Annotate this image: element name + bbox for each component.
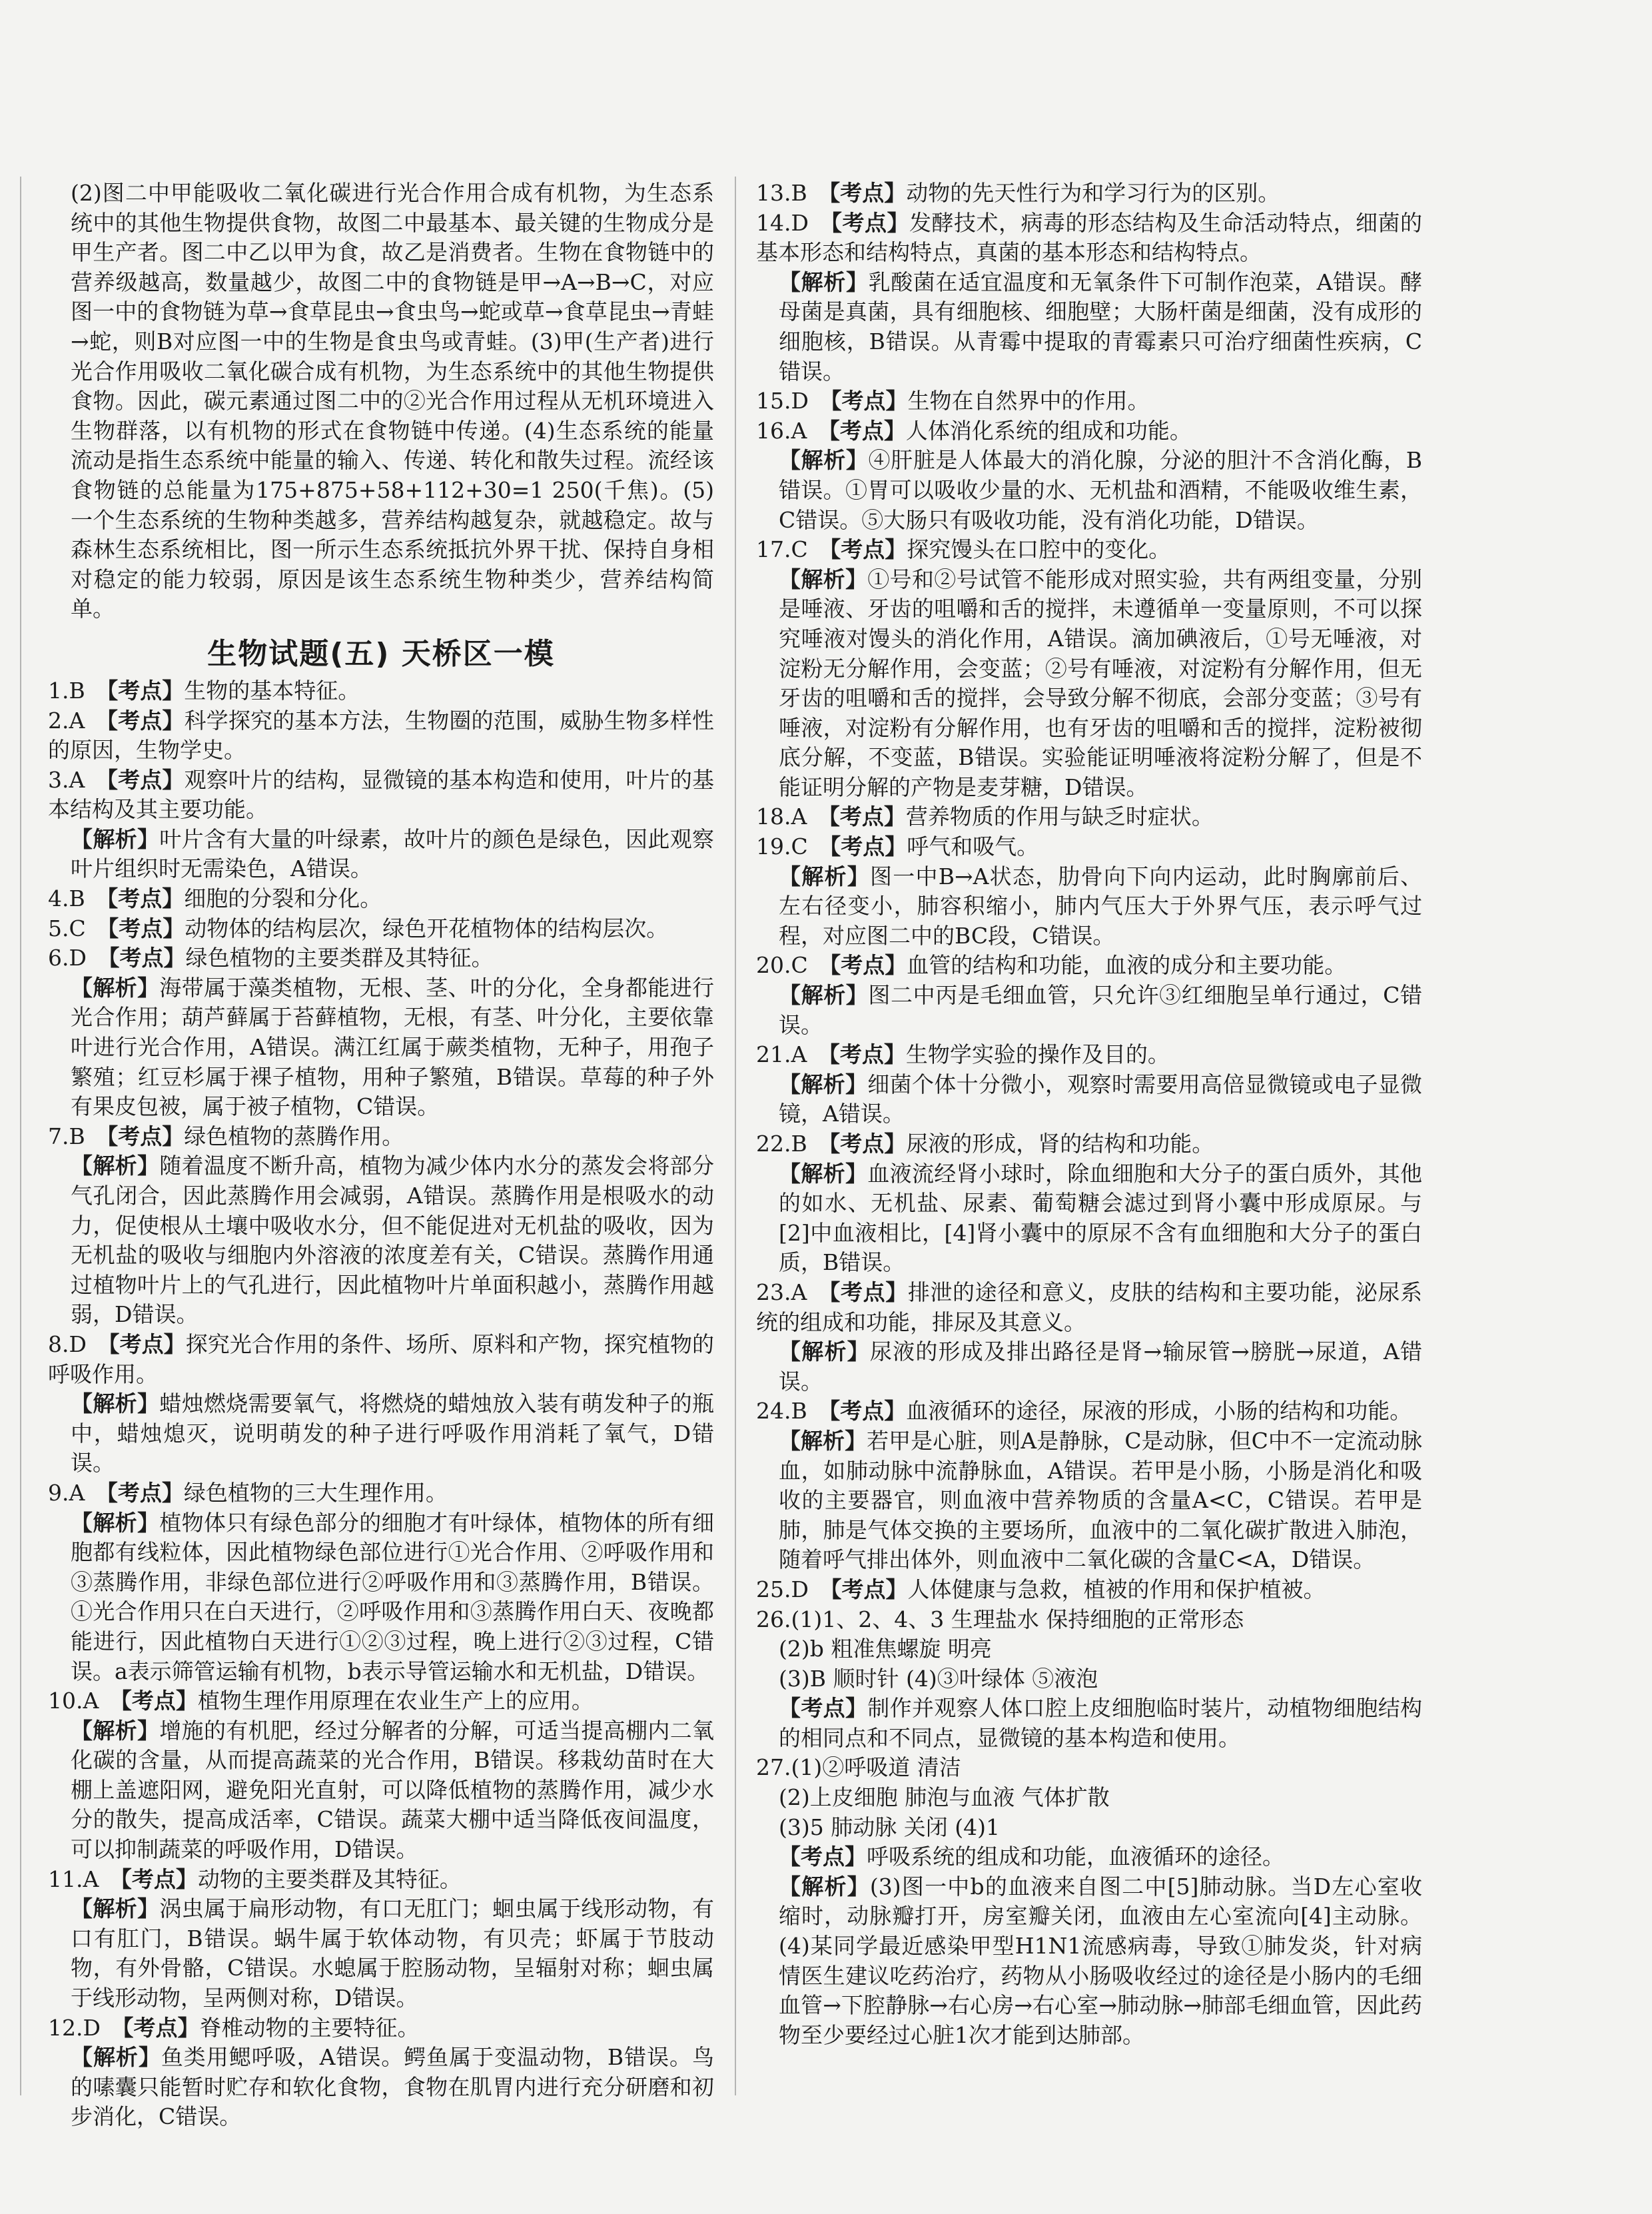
analysis-item <box>48 825 714 884</box>
item-text: 发酵技术，病毒的形态结构及生命活动特点，细菌的基本形态和结构特点，真菌的基本形态和结构特点。 <box>756 209 1423 266</box>
answer-item <box>756 1129 1422 1159</box>
kaodian-tag: 【考点】 <box>817 1279 908 1305</box>
answer-item <box>48 884 714 914</box>
jiexi-tag: 【解析】 <box>779 982 869 1009</box>
jiexi-text: (3)图一中b的血液来自图二中[5]肺动脉。当D左心室收缩时，动脉瓣打开，房室瓣关闭，血液由左心室流向[4]主动脉。(4)某同学最近感染甲型H1N1流感病毒，导致①肺发炎，针对病情医生建议吃药治疗，药物从小肠吸收经过的途径是小肠内的毛细血管→下腔静脉→右心房→右心室→肺动脉→肺部毛细血管，因此药物至少要经过心脏1次才能到达肺部。 <box>779 1873 1423 2048</box>
q27-line: (2)上皮细胞 肺泡与血液 气体扩散 <box>779 1784 1110 1811</box>
jiexi-tag: 【解析】 <box>71 1896 160 1922</box>
item-text: 科学探究的基本方法，生物圈的范围，威胁生物多样性的原因，生物学史。 <box>48 707 715 764</box>
item-number: 15.D <box>756 388 809 414</box>
item-number: 6.D <box>48 945 87 971</box>
kaodian-tag: 【考点】 <box>111 2014 200 2041</box>
jiexi-tag: 【解析】 <box>71 826 160 852</box>
item-text: 血管的结构和功能，血液的成分和主要功能。 <box>907 952 1347 979</box>
item-text: 观察叶片的结构，显微镜的基本构造和使用，叶片的基本结构及其主要功能。 <box>48 766 715 823</box>
analysis-item <box>756 862 1422 951</box>
right-column <box>756 179 1422 2050</box>
kaodian-tag: 【考点】 <box>95 1479 184 1506</box>
analysis-item <box>48 1151 714 1330</box>
item-text: 图二中丙是毛细血管，只允许③红细胞呈单行通过，C错误。 <box>779 982 1423 1038</box>
kaodian-tag: 【考点】 <box>95 707 185 734</box>
item-number: 9.A <box>48 1479 85 1506</box>
item-text: 尿液的形成，肾的结构和功能。 <box>906 1131 1214 1157</box>
jiexi-tag: 【解析】 <box>779 1160 868 1187</box>
jiexi-tag: 【解析】 <box>779 1071 868 1097</box>
item-text: 生物的基本特征。 <box>184 677 360 704</box>
kaodian-tag: 【考点】 <box>96 677 185 704</box>
answer-item <box>756 1040 1422 1070</box>
analysis-item <box>756 268 1422 386</box>
jiexi-tag: 【解析】 <box>779 1873 870 1900</box>
item-number: 10.A <box>48 1688 99 1714</box>
kaodian-tag: 【考点】 <box>819 388 908 414</box>
item-text: 探究光合作用的条件、场所、原料和产物，探究植物的呼吸作用。 <box>48 1331 715 1387</box>
center-gutter-rule <box>735 177 736 2095</box>
item-number: 13.B <box>756 180 807 206</box>
item-number: 20.C <box>756 952 808 979</box>
item-number: 1.B <box>48 677 85 704</box>
item-text: 若甲是心脏，则A是静脉，C是动脉，但C中不一定流动脉血，如肺动脉中流静脉血，A错误。若甲是小肠，小肠是消化和吸收的主要器官，则血液中营养物质的含量A<C，C错误。若甲是肺，肺是气体交换的主要场所，血液中的二氧化碳扩散进入肺泡，随着呼气排出体外，则血液中二氧化碳的含量C<A，D错误。 <box>779 1427 1422 1573</box>
kaodian-tag: 【考点】 <box>96 885 185 912</box>
answer-item <box>756 416 1422 446</box>
item-number: 17.C <box>756 536 808 563</box>
kaodian-tag: 【考点】 <box>819 209 909 236</box>
item-number: 7.B <box>48 1123 85 1149</box>
item-number: 3.A <box>48 766 85 793</box>
item-text: 植物体只有绿色部分的细胞才有叶绿体，植物体的所有细胞都有线粒体，因此植物绿色部位进行①光合作用、②呼吸作用和③蒸腾作用，非绿色部位进行②呼吸作用和③蒸腾作用，B错误。①光合作用只在白天进行，②呼吸作用和③蒸腾作用白天、夜晚都能进行，因此植物白天进行①②③过程，晚上进行②③过程，C错误。a表示筛管运输有机物，b表示导管运输水和无机盐，D错误。 <box>71 1509 715 1684</box>
intro-paragraph: (2)图二中甲能吸收二氧化碳进行光合作用合成有机物，为生态系统中的其他生物提供食物，故图二中最基本、最关键的生物成分是甲生产者。图二中乙以甲为食，故乙是消费者。生物在食物链中的营养级越高，数量越少，故图二中的食物链是甲→A→B→C，对应图一中的食物链为草→食草昆虫→食虫鸟→蛇或草→食草昆虫→青蛙→蛇，则B对应图一中的生物是食虫鸟或青蛙。(3)甲(生产者)进行光合作用吸收二氧化碳合成有机物，为生态系统中的其他生物提供食物。因此，碳元素通过图二中的②光合作用过程从无机环境进入生物群落，以有机物的形式在食物链中传递。(4)生态系统的能量流动是指生态系统中能量的输入、传递、转化和散失过程。流经该食物链的总能量为175+875+58+112+30=1 250(千焦)。(5)一个生态系统的生物种类越多，营养结构越复杂，就越稳定。故与森林生态系统相比，图一所示生态系统抵抗外界干扰、保持自身相对稳定的能力较弱，原因是该生态系统生物种类少，营养结构简单。 <box>71 180 714 622</box>
kaodian-tag: 【考点】 <box>817 1041 906 1068</box>
analysis-item <box>756 446 1422 535</box>
kaodian-tag: 【考点】 <box>95 766 185 793</box>
kaodian-tag: 【考点】 <box>818 1131 907 1157</box>
item-text: ①号和②号试管不能形成对照实验，共有两组变量，分别是唾液、牙齿的咀嚼和舌的搅拌，未遵循单一变量原则，不可以探究唾液对馒头的消化作用，A错误。滴加碘液后，①号无唾液，对淀粉无分解作用，会变蓝；②号有唾液，对淀粉有分解作用，但无牙齿的咀嚼和舌的搅拌，会导致分解不彻底，会部分变蓝；③号有唾液，对淀粉有分解作用，也有牙齿的咀嚼和舌的搅拌，淀粉被彻底分解，不变蓝，B错误。实验能证明唾液将淀粉分解了，但是不能证明分解的产物是麦芽糖，D错误。 <box>779 566 1423 800</box>
jiexi-tag: 【解析】 <box>779 447 869 474</box>
analysis-item <box>756 1337 1422 1396</box>
item-number: 22.B <box>756 1131 807 1157</box>
kaodian-text: 呼吸系统的组成和功能，血液循环的途径。 <box>867 1844 1284 1870</box>
q27-line: (3)5 肺动脉 关闭 (4)1 <box>779 1814 1000 1840</box>
jiexi-tag: 【解析】 <box>71 1509 160 1536</box>
item-number: 5.C <box>48 915 86 941</box>
item-text: 动物体的结构层次，绿色开花植物体的结构层次。 <box>185 915 669 941</box>
jiexi-tag: 【解析】 <box>71 1717 160 1744</box>
analysis-item <box>48 1389 714 1478</box>
analysis-item <box>48 973 714 1122</box>
q26-line: (3)B 顺时针 (4)③叶绿体 ⑤液泡 <box>779 1665 1098 1692</box>
analysis-item <box>756 1426 1422 1575</box>
q27-line: 27.(1)②呼吸道 清洁 <box>756 1754 961 1781</box>
kaodian-tag: 【考点】 <box>817 804 906 830</box>
item-number: 16.A <box>756 417 807 444</box>
item-number: 23.A <box>756 1279 807 1305</box>
q27-kaodian <box>756 1842 1422 1872</box>
item-text: 呼气和吸气。 <box>907 833 1039 860</box>
item-number: 12.D <box>48 2014 101 2041</box>
kaodian-tag: 【考点】 <box>817 417 906 444</box>
jiexi-tag: 【解析】 <box>71 2044 161 2071</box>
item-text: 随着温度不断升高，植物为减少体内水分的蒸发会将部分气孔闭合，因此蒸腾作用会减弱，A错误。蒸腾作用是根吸水的动力，促使根从土壤中吸收水分，但不能促进对无机盐的吸收，因为无机盐的吸收与细胞内外溶液的浓度差有关，C错误。蒸腾作用通过植物叶片上的气孔进行，因此植物叶片单面积越小，蒸腾作用越弱，D错误。 <box>71 1153 715 1328</box>
item-text: 细胞的分裂和分化。 <box>184 885 382 912</box>
answer-item <box>48 1478 714 1508</box>
jiexi-tag: 【解析】 <box>71 1390 160 1417</box>
item-text: 蜡烛燃烧需要氧气，将燃烧的蜡烛放入装有萌发种子的瓶中，蜡烛熄灭，说明萌发的种子进行呼吸作用消耗了氧气，D错误。 <box>71 1390 715 1476</box>
answer-item <box>756 1396 1422 1426</box>
jiexi-tag: 【解析】 <box>779 1427 867 1454</box>
item-number: 4.B <box>48 885 85 912</box>
kaodian-tag: 【考点】 <box>109 1688 198 1714</box>
item-text: 绿色植物的主要类群及其特征。 <box>185 945 494 971</box>
item-text: 脊椎动物的主要特征。 <box>199 2014 420 2041</box>
item-text: 增施的有机肥，经过分解者的分解，可适当提高棚内二氧化碳的含量，从而提高蔬菜的光合作用，B错误。移栽幼苗时在大棚上盖遮阳网，避免阳光直射，可以降低植物的蒸腾作用，减少水分的散失，提高成活率，C错误。蔬菜大棚中适当降低夜间温度，可以抑制蔬菜的呼吸作用，D错误。 <box>71 1717 715 1863</box>
kaodian-tag: 【考点】 <box>819 833 907 860</box>
item-text: 营养物质的作用与缺乏时症状。 <box>905 804 1214 830</box>
left-column <box>48 179 714 2132</box>
item-text: 鱼类用鳃呼吸，A错误。鳄鱼属于变温动物，B错误。鸟的嗉囊只能暂时贮存和软化食物，食物在肌胃内进行充分研磨和初步消化，C错误。 <box>71 2044 714 2130</box>
jiexi-tag: 【解析】 <box>779 1339 870 1365</box>
answer-item <box>48 676 714 706</box>
item-text: 绿色植物的蒸腾作用。 <box>184 1123 404 1149</box>
answer-item <box>48 1865 714 1895</box>
answer-item <box>48 914 714 944</box>
analysis-item <box>756 981 1422 1040</box>
item-text: 血液循环的途径，尿液的形成，小肠的结构和功能。 <box>906 1398 1412 1424</box>
answer-item <box>756 832 1422 862</box>
item-number: 21.A <box>756 1041 807 1068</box>
jiexi-tag: 【解析】 <box>71 974 160 1001</box>
item-number: 25.D <box>756 1576 809 1602</box>
jiexi-tag: 【解析】 <box>779 863 870 889</box>
kaodian-tag: 【考点】 <box>819 1576 908 1602</box>
answer-item <box>48 943 714 973</box>
answer-item <box>756 179 1422 209</box>
section-title: 生物试题(五) 天桥区一模 <box>207 636 555 671</box>
left-margin-rule <box>20 177 21 2095</box>
jiexi-tag: 【解析】 <box>779 566 868 592</box>
q26-line: (2)b 粗准焦螺旋 明亮 <box>779 1636 992 1662</box>
item-text: 尿液的形成及排出路径是肾→输尿管→膀胱→尿道，A错误。 <box>779 1339 1422 1394</box>
kaodian-tag: 【考点】 <box>779 1695 868 1722</box>
item-text: 叶片含有大量的叶绿素，故叶片的颜色是绿色，因此观察叶片组织时无需染色，A错误。 <box>71 826 715 882</box>
item-text: 乳酸菌在适宜温度和无氧条件下可制作泡菜，A错误。酵母菌是真菌，具有细胞核、细胞壁；大肠杆菌是细菌，没有成形的细胞核，B错误。从青霉中提取的青霉素只可治疗细菌性疾病，C错误。 <box>779 269 1422 384</box>
analysis-item <box>48 2043 714 2132</box>
answer-item <box>756 1278 1422 1337</box>
jiexi-tag: 【解析】 <box>779 269 869 295</box>
jiexi-tag: 【解析】 <box>71 1153 160 1179</box>
item-text: 排泄的途径和意义，皮肤的结构和主要功能，泌尿系统的组成和功能，排尿及其意义。 <box>756 1279 1423 1335</box>
right-items <box>756 179 1422 1605</box>
kaodian-tag: 【考点】 <box>109 1866 198 1892</box>
answer-item <box>756 535 1422 565</box>
kaodian-text: 制作并观察人体口腔上皮细胞临时装片，动植物细胞结构的相同点和不同点，显微镜的基本构造和使用。 <box>779 1695 1423 1751</box>
item-number: 24.B <box>756 1398 807 1424</box>
answer-item <box>48 2013 714 2043</box>
item-number: 2.A <box>48 707 85 734</box>
item-text: 图一中B→A状态，肋骨向下向内运动，此时胸廓前后、左右径变小，肺容积缩小，肺内气压大于外界气压，表示呼气过程，对应图二中的BC段，C错误。 <box>779 863 1423 949</box>
kaodian-tag: 【考点】 <box>96 1123 185 1149</box>
analysis-item <box>48 1894 714 2013</box>
answer-item <box>48 1122 714 1152</box>
answer-item <box>756 209 1422 268</box>
item-text: 海带属于藻类植物，无根、茎、叶的分化，全身都能进行光合作用；葫芦藓属于苔藓植物，无根，有茎、叶分化，主要依靠叶进行光合作用，A错误。满江红属于蕨类植物，无种子，用孢子繁殖；红豆杉属于裸子植物，用种子繁殖，B错误。草莓的种子外有果皮包被，属于被子植物，C错误。 <box>71 974 715 1120</box>
item-text: 涡虫属于扁形动物，有口无肛门；蛔虫属于线形动物，有口有肛门，B错误。蜗牛属于软体动物，有贝壳；虾属于节肢动物，有外骨骼，C错误。水螅属于腔肠动物，呈辐射对称；蛔虫属于线形动物，呈两侧对称，D错误。 <box>71 1896 715 2011</box>
item-text: 人体健康与急救，植被的作用和保护植被。 <box>907 1576 1326 1602</box>
analysis-item <box>48 1716 714 1865</box>
question-26 <box>756 1605 1422 1754</box>
item-text: 人体消化系统的组成和功能。 <box>905 417 1192 444</box>
analysis-item <box>48 1508 714 1687</box>
answer-item <box>756 802 1422 832</box>
kaodian-tag: 【考点】 <box>97 915 185 941</box>
kaodian-tag: 【考点】 <box>818 180 907 206</box>
answer-item <box>48 706 714 766</box>
item-number: 8.D <box>48 1331 87 1357</box>
item-text: 绿色植物的三大生理作用。 <box>183 1479 448 1506</box>
item-text: 植物生理作用原理在农业生产上的应用。 <box>197 1688 594 1714</box>
question-27 <box>756 1753 1422 2050</box>
item-number: 19.C <box>756 833 808 860</box>
item-text: 探究馒头在口腔中的变化。 <box>907 536 1171 563</box>
analysis-item <box>756 565 1422 803</box>
analysis-item <box>756 1070 1422 1129</box>
item-text: 生物学实验的操作及目的。 <box>905 1041 1170 1068</box>
kaodian-tag: 【考点】 <box>819 536 907 563</box>
kaodian-tag: 【考点】 <box>818 1398 907 1424</box>
answer-item <box>48 766 714 825</box>
q26-kaodian <box>756 1694 1422 1753</box>
answer-item <box>48 1330 714 1389</box>
item-text: 细菌个体十分微小，观察时需要用高倍显微镜或电子显微镜，A错误。 <box>779 1071 1423 1127</box>
left-items <box>48 676 714 2132</box>
analysis-item <box>756 1159 1422 1278</box>
item-number: 11.A <box>48 1866 99 1892</box>
kaodian-tag: 【考点】 <box>97 1331 186 1357</box>
item-number: 14.D <box>756 209 809 236</box>
q27-jiexi <box>756 1872 1422 2051</box>
q26-line: 26.(1)1、2、4、3 生理盐水 保持细胞的正常形态 <box>756 1606 1244 1632</box>
kaodian-tag: 【考点】 <box>819 952 907 979</box>
item-text: ④肝脏是人体最大的消化腺，分泌的胆汁不含消化酶，B错误。①胃可以吸收少量的水、无机盐和酒精，不能吸收维生素，C错误。⑤大肠只有吸收功能，没有消化功能，D错误。 <box>779 447 1422 533</box>
answer-item <box>756 386 1422 416</box>
item-text: 血液流经肾小球时，除血细胞和大分子的蛋白质外，其他的如水、无机盐、尿素、葡萄糖会滤过到肾小囊中形成原尿。与[2]中血液相比，[4]肾小囊中的原尿不含有血细胞和大分子的蛋白质，B错误。 <box>779 1160 1423 1276</box>
item-number: 18.A <box>756 804 807 830</box>
item-text: 生物在自然界中的作用。 <box>907 388 1150 414</box>
kaodian-tag: 【考点】 <box>97 945 186 971</box>
item-text: 动物的先天性行为和学习行为的区别。 <box>906 180 1280 206</box>
item-text: 动物的主要类群及其特征。 <box>197 1866 462 1892</box>
answer-item <box>48 1686 714 1716</box>
answer-item <box>756 1575 1422 1605</box>
answer-item <box>756 951 1422 981</box>
kaodian-tag: 【考点】 <box>779 1844 867 1870</box>
